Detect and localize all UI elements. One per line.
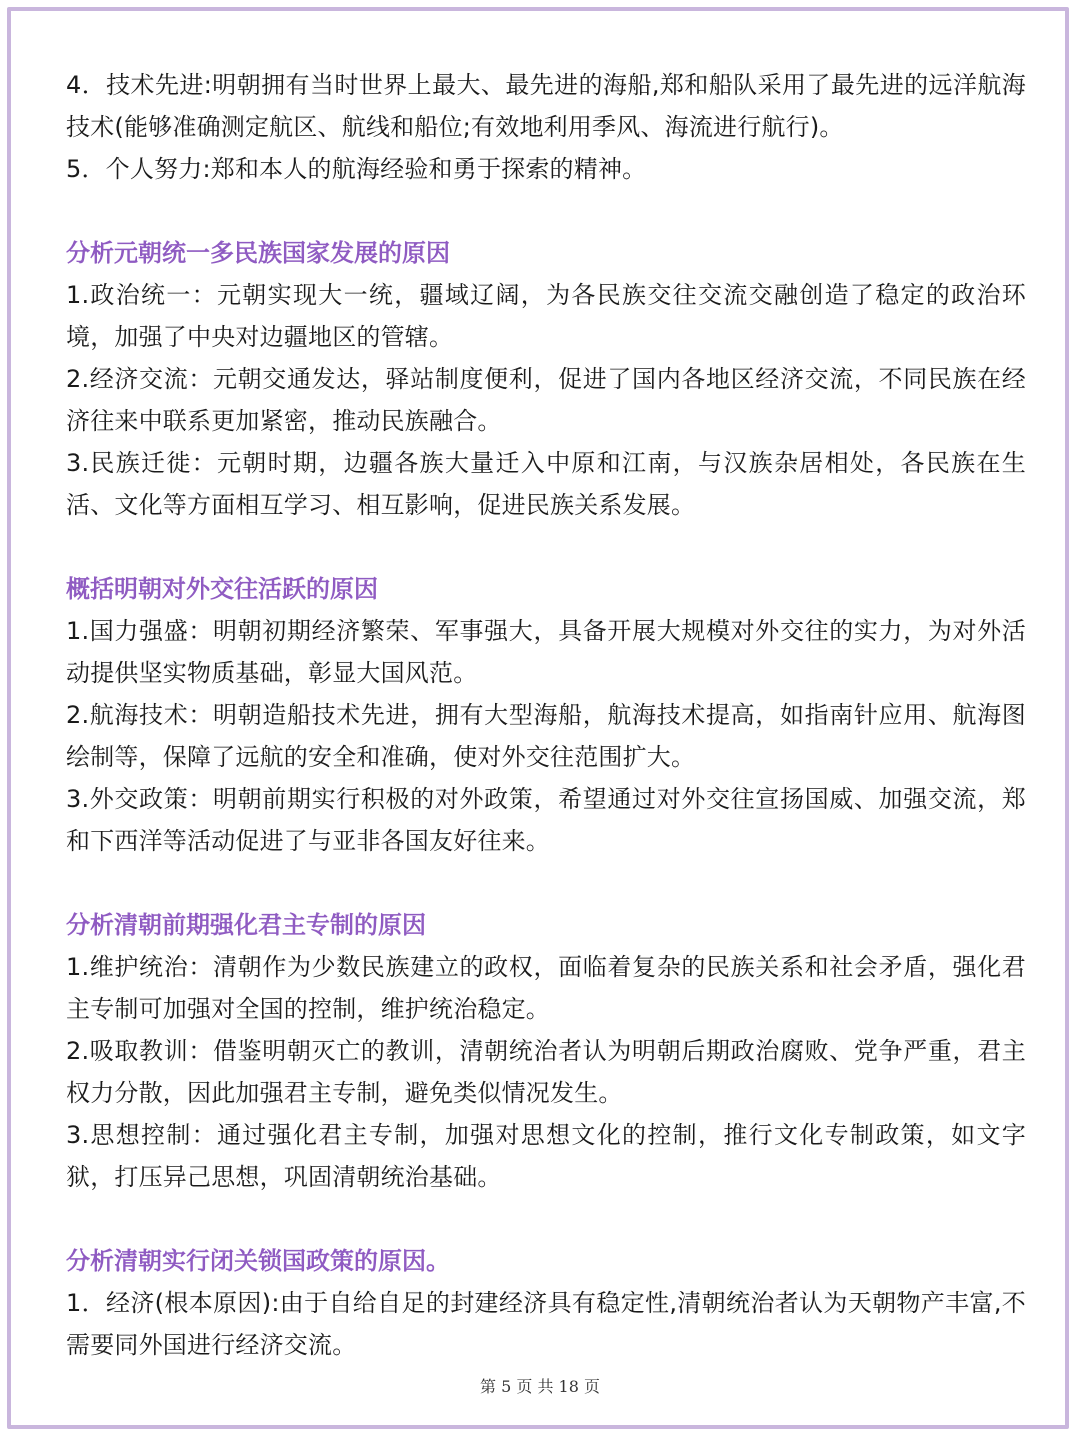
section-paragraph: 3.思想控制：通过强化君主专制，加强对思想文化的控制，推行文化专制政策，如文字狱，打压异己思想，巩固清朝统治基础。 <box>66 1121 1026 1191</box>
section-paragraph: 1.维护统治：清朝作为少数民族建立的政权，面临着复杂的民族关系和社会矛盾，强化君主专制可加强对全国的控制，维护统治稳定。 <box>66 953 1026 1023</box>
section-paragraph: 2.航海技术：明朝造船技术先进，拥有大型海船，航海技术提高，如指南针应用、航海图绘制等，保障了远航的安全和准确，使对外交往范围扩大。 <box>66 701 1026 771</box>
section-yuan <box>66 232 1026 526</box>
section-paragraph: 1.政治统一：元朝实现大一统，疆域辽阔，为各民族交往交流交融创造了稳定的政治环境，加强了中央对边疆地区的管辖。 <box>66 281 1026 351</box>
page-number: 第 5 页 共 18 页 <box>480 1377 600 1396</box>
section-heading: 分析清朝实行闭关锁国政策的原因。 <box>66 1247 450 1275</box>
section-heading: 概括明朝对外交往活跃的原因 <box>66 575 378 603</box>
intro-paragraph-2: 5．个人努力:郑和本人的航海经验和勇于探索的精神。 <box>66 155 647 183</box>
section-heading: 分析元朝统一多民族国家发展的原因 <box>66 239 450 267</box>
document-body <box>66 64 1026 1366</box>
section-paragraph: 1．经济(根本原因):由于自给自足的封建经济具有稳定性,清朝统治者认为天朝物产丰富,不需要同外国进行经济交流。 <box>66 1289 1026 1359</box>
section-paragraph: 1.国力强盛：明朝初期经济繁荣、军事强大，具备开展大规模对外交往的实力，为对外活动提供坚实物质基础，彰显大国风范。 <box>66 617 1026 687</box>
section-paragraph: 3.民族迁徙：元朝时期，边疆各族大量迁入中原和江南，与汉族杂居相处，各民族在生活、文化等方面相互学习、相互影响，促进民族关系发展。 <box>66 449 1026 519</box>
section-paragraph: 2.吸取教训：借鉴明朝灭亡的教训，清朝统治者认为明朝后期政治腐败、党争严重，君主权力分散，因此加强君主专制，避免类似情况发生。 <box>66 1037 1026 1107</box>
section-qing-autocracy <box>66 904 1026 1198</box>
section-paragraph: 3.外交政策：明朝前期实行积极的对外政策，希望通过对外交往宣扬国威、加强交流，郑和下西洋等活动促进了与亚非各国友好往来。 <box>66 785 1026 855</box>
section-ming <box>66 568 1026 862</box>
section-heading: 分析清朝前期强化君主专制的原因 <box>66 911 426 939</box>
intro-paragraph-1: 4．技术先进:明朝拥有当时世界上最大、最先进的海船,郑和船队采用了最先进的远洋航海技术(能够准确测定航区、航线和船位;有效地利用季风、海流进行航行)。 <box>66 71 1026 141</box>
section-qing-closed-door <box>66 1240 1026 1366</box>
section-paragraph: 2.经济交流：元朝交通发达，驿站制度便利，促进了国内各地区经济交流，不同民族在经济往来中联系更加紧密，推动民族融合。 <box>66 365 1026 435</box>
